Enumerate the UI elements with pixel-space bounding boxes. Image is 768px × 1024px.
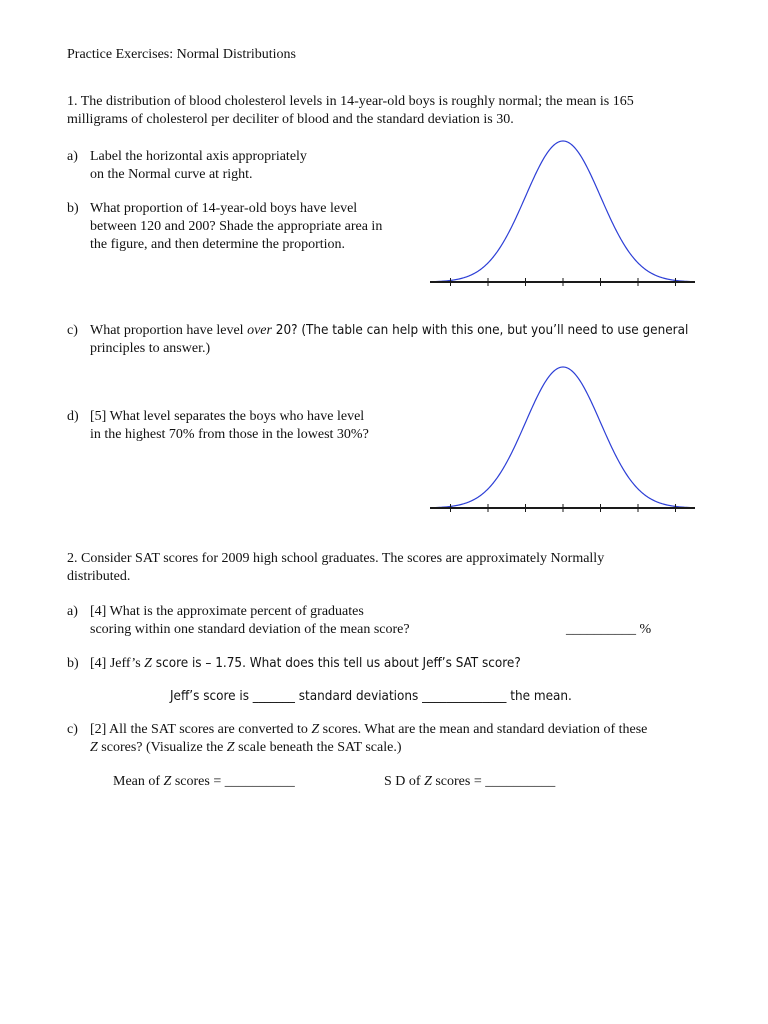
q1a-line1: Label the horizontal axis appropriately [90,149,307,164]
q1-intro-line2: milligrams of cholesterol per deciliter of blood and the standard deviation is 30. [67,112,514,127]
q1d-label: d) [67,409,79,424]
q1c-label: c) [67,323,78,338]
normal-curve-line [430,367,695,508]
q2c-sd-answer[interactable]: S D of Z scores = __________ [384,774,556,789]
q1-intro-line1: 1. The distribution of blood cholesterol levels in 14-year-old boys is roughly normal; the mean is 165 [67,94,634,109]
q2b-line1: [4] Jeff’s Z score is – 1.75. What does this tell us about Jeff’s SAT score? [90,656,521,671]
q2c-mean-answer[interactable]: Mean of Z scores = __________ [113,774,295,789]
q1b-line2: between 120 and 200? Shade the appropriate area in [90,219,383,234]
q1c-line1: What proportion have level over 20? (The table can help with this one, but you’ll need to use general [90,323,689,338]
q2b-label: b) [67,656,79,671]
normal-curve-line [430,141,695,282]
q2-intro-line1: 2. Consider SAT scores for 2009 high school graduates. The scores are approximately Normally [67,551,605,566]
q1d-line1: [5] What level separates the boys who have level [90,409,365,424]
q2c-line2: Z scores? (Visualize the Z scale beneath the SAT scale.) [90,740,402,755]
q1c-line2: principles to answer.) [90,341,211,356]
q2a-line2: scoring within one standard deviation of the mean score? [90,622,410,637]
q1b-line3: the figure, and then determine the proportion. [90,237,346,252]
q2-intro-line2: distributed. [67,569,131,584]
q2c-line1: [2] All the SAT scores are converted to Z scores. What are the mean and standard deviation of these [90,722,648,737]
q2b-fill-in-sentence[interactable]: Jeff’s score is _______ standard deviations ______________ the mean. [170,689,572,704]
normal-curve-figure-1[interactable] [428,134,698,290]
q1b-line1: What proportion of 14-year-old boys have level [90,201,358,216]
page-title: Practice Exercises: Normal Distributions [67,47,296,62]
q2c-label: c) [67,722,78,737]
normal-curve-figure-2[interactable] [428,360,698,516]
q1a-label: a) [67,149,78,164]
q2a-answer-blank[interactable]: __________ % [566,622,652,637]
q2a-label: a) [67,604,78,619]
q2a-line1: [4] What is the approximate percent of graduates [90,604,364,619]
q1b-label: b) [67,201,79,216]
q1d-line2: in the highest 70% from those in the lowest 30%? [90,427,369,442]
q1a-line2: on the Normal curve at right. [90,167,253,182]
